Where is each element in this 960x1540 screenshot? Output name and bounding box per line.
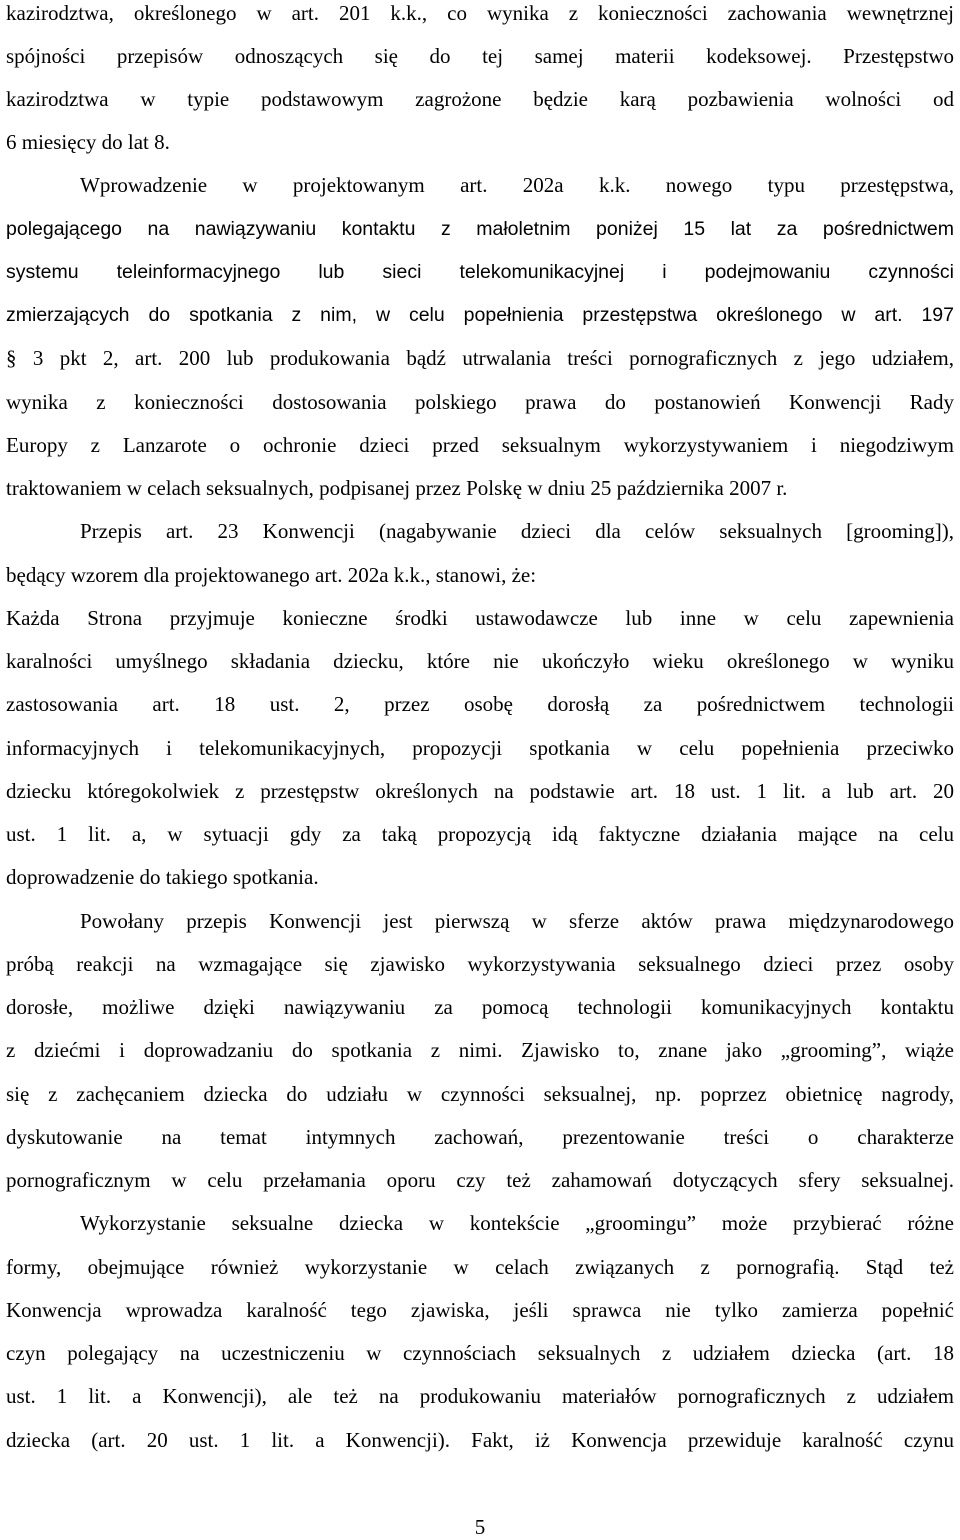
quote-line-7: doprowadzenie do takiego spotkania.	[6, 865, 319, 889]
page-number: 5	[474, 1515, 486, 1539]
quote-line-6: ust. 1 lit. a, w sytuacji gdy za taką propozycją idą faktyczne działania mające na celu	[6, 822, 954, 846]
text-line-32: czyn polegający na uczestniczeniu w czynnościach seksualnych z udziałem dziecka (art. 18	[6, 1341, 954, 1365]
text-line-31: Konwencja wprowadza karalność tego zjawiska, jeśli sprawca nie tylko zamierza popełnić	[6, 1298, 954, 1322]
text-line-1: kazirodztwa, określonego w art. 201 k.k., co wynika z konieczności zachowania wewnętrznej	[6, 1, 954, 25]
text-line-7: systemu teleinformacyjnego lub sieci telekomunikacyjnej i podejmowaniu czynności	[6, 261, 954, 283]
quote-line-3: zastosowania art. 18 ust. 2, przez osobę dorosłą za pośrednictwem technologii	[6, 692, 954, 716]
text-line-14: będący wzorem dla projektowanego art. 202a k.k., stanowi, że:	[6, 563, 537, 587]
text-line-24: dorosłe, możliwe dzięki nawiązywaniu za pomocą technologii komunikacyjnych kontaktu	[6, 995, 954, 1019]
text-line-2: spójności przepisów odnoszących się do tej samej materii kodeksowej. Przestępstwo	[6, 44, 954, 68]
text-line-33: ust. 1 lit. a Konwencji), ale też na produkowaniu materiałów pornograficznych z udziałem	[6, 1384, 954, 1408]
text-line-4: 6 miesięcy do lat 8.	[6, 130, 170, 154]
text-line-27: dyskutowanie na temat intymnych zachowań, prezentowanie treści o charakterze	[6, 1125, 954, 1149]
text-line-9: § 3 pkt 2, art. 200 lub produkowania bądź utrwalania treści pornograficznych z jego udziałem,	[6, 346, 954, 370]
text-line-12: traktowaniem w celach seksualnych, podpisanej przez Polskę w dniu 25 października 2007 r.	[6, 476, 788, 500]
text-line-10: wynika z konieczności dostosowania polskiego prawa do postanowień Konwencji Rady	[6, 390, 954, 414]
text-line-23: próbą reakcji na wzmagające się zjawisko wykorzystywania seksualnego dzieci przez osoby	[6, 952, 954, 976]
text-line-5: Wprowadzenie w projektowanym art. 202a k.k. nowego typu przestępstwa,	[80, 173, 954, 197]
quote-line-1: Każda Strona przyjmuje konieczne środki ustawodawcze lub inne w celu zapewnienia	[6, 606, 954, 630]
text-line-3: kazirodztwa w typie podstawowym zagrożone będzie karą pozbawienia wolności od	[6, 87, 954, 111]
text-line-29: Wykorzystanie seksualne dziecka w kontekście „groomingu” może przybierać różne	[80, 1211, 954, 1235]
text-line-13: Przepis art. 23 Konwencji (nagabywanie dzieci dla celów seksualnych [grooming]),	[80, 519, 954, 543]
text-line-25: z dziećmi i doprowadzaniu do spotkania z nimi. Zjawisko to, znane jako „grooming”, wiąże	[6, 1038, 954, 1062]
quote-line-5: dziecku któregokolwiek z przestępstw określonych na podstawie art. 18 ust. 1 lit. a lub art. 20	[6, 779, 954, 803]
quote-line-2: karalności umyślnego składania dziecku, które nie ukończyło wieku określonego w wyniku	[6, 649, 954, 673]
text-line-26: się z zachęcaniem dziecka do udziału w czynności seksualnej, np. poprzez obietnicę nagrody,	[6, 1082, 954, 1106]
text-line-6: polegającego na nawiązywaniu kontaktu z małoletnim poniżej 15 lat za pośrednictwem	[6, 218, 954, 240]
text-line-28: pornograficznym w celu przełamania oporu czy też zahamowań dotyczących sfery seksualnej.	[6, 1168, 954, 1192]
text-line-8: zmierzających do spotkania z nim, w celu popełnienia przestępstwa określonego w art. 197	[6, 304, 954, 326]
text-line-11: Europy z Lanzarote o ochronie dzieci przed seksualnym wykorzystywaniem i niegodziwym	[6, 433, 954, 457]
text-line-22: Powołany przepis Konwencji jest pierwszą w sferze aktów prawa międzynarodowego	[80, 909, 954, 933]
text-line-30: formy, obejmujące również wykorzystanie w celach związanych z pornografią. Stąd też	[6, 1255, 954, 1279]
quote-line-4: informacyjnych i telekomunikacyjnych, propozycji spotkania w celu popełnienia przeciwko	[6, 736, 954, 760]
text-line-34: dziecka (art. 20 ust. 1 lit. a Konwencji). Fakt, iż Konwencja przewiduje karalność czynu	[6, 1428, 954, 1452]
